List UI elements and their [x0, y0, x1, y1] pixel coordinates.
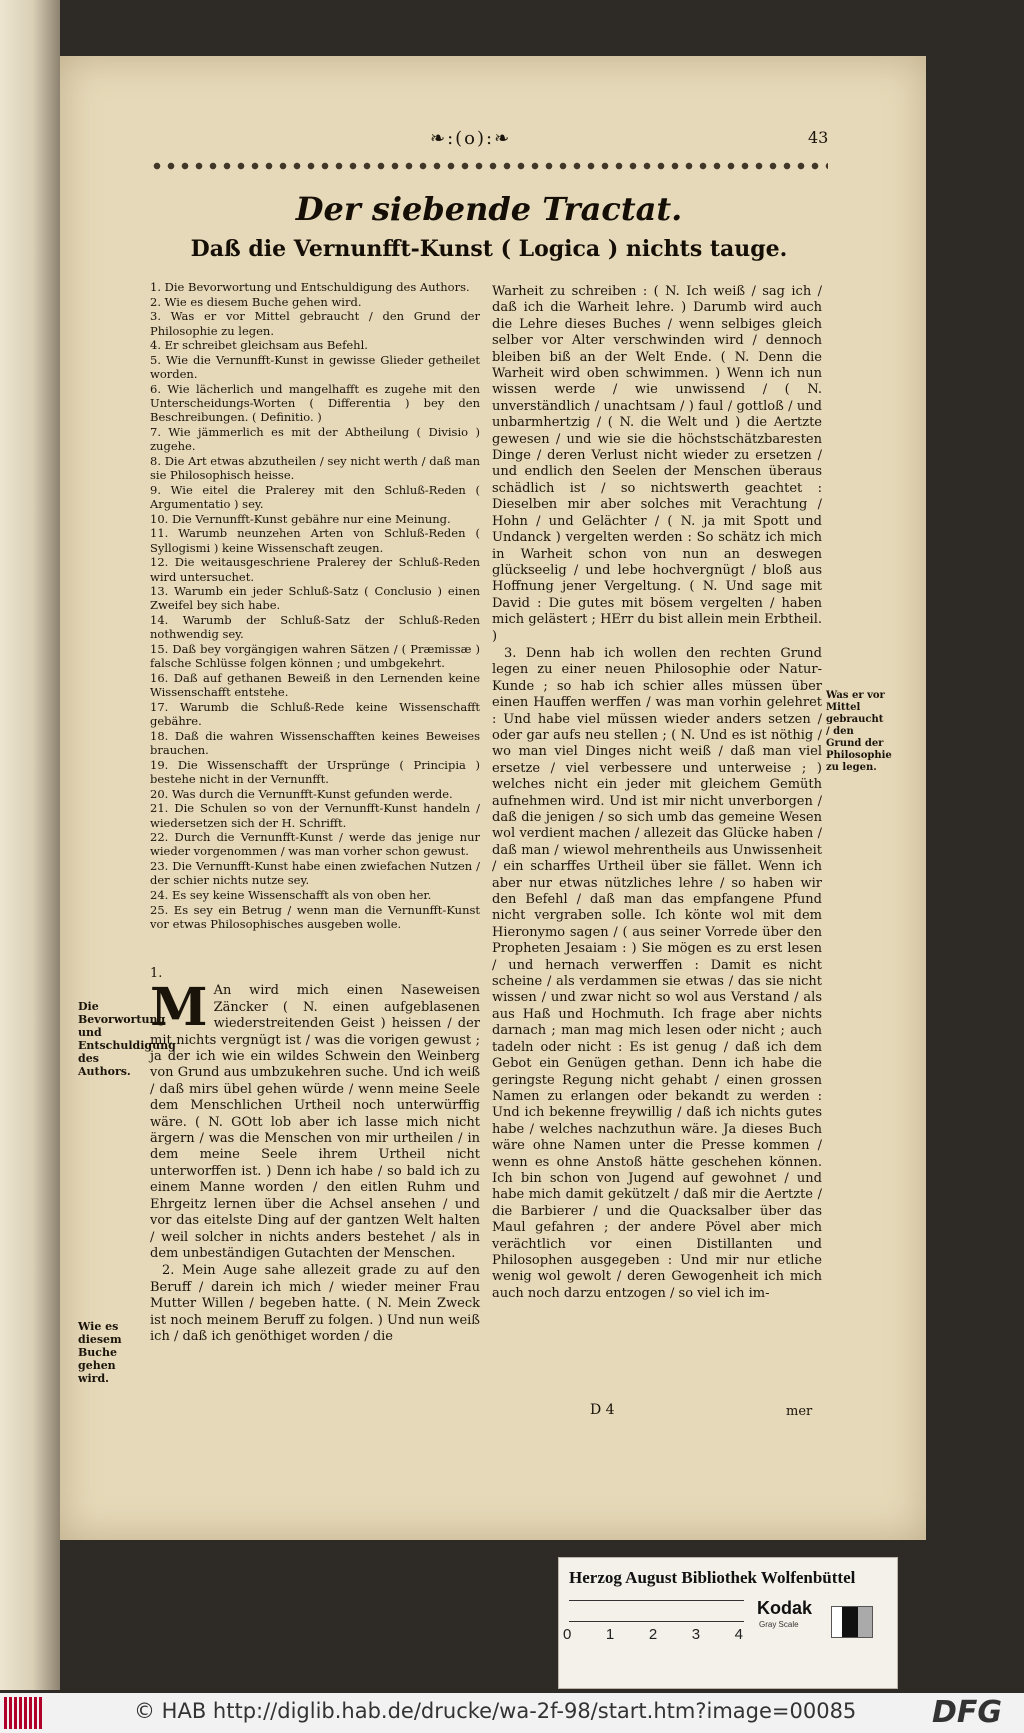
- paragraph: 3. Denn hab ich wollen den rechten Grund legen zu einer neuen Philosophie oder Natur-Kunde ; so hab ich schier alles müssen über einen Hauffen werffen / was man vorhin gelehret : Und habe viel müssen wieder anders setzen / oder gar aufs neu stellen ; ( N. Und es ist nöthig / wo man viel Dinges nicht weiß / daß man viel ersetze / viel verbessere und unterweise ; ) welches nicht ein jeder mit gleichem Gemüth aufnehmen wird. Und ist mir nicht unverborgen / daß die jenigen / so sich umb das gemeine Wesen wol verdient machen / allezeit das Glücke haben / daß man / wiewol mehrentheils aus Unwissenheit / ein scharffes Urtheil über sie fället. Wenn ich aber nur etwas nützliches lehre / so haben wir den Befehl / daß man das empfangene Pfund nicht vergraben solle. Ich könte wol mit dem Hieronymo sagen / ( aus seiner Vorrede über den Propheten Jesaiam : ) Sie mögen es zu erst lesen / und hernach verwerffen : Damit es nicht scheine / als verdammen sie etwas / das sie nicht wissen / und zwar nicht so wol aus Verstand / als aus Haß und Hochmuth. Ich frage aber nichts darnach ; man mag mich lesen oder nicht ; auch tadeln oder nicht : Es ist genug / daß ich dem Gebot ein Genügen gethan. Denn ich habe die geringste Regung nicht gehabt / einen grossen Namen zu erlangen oder bekandt zu werden : Und ich bekenne freywillig / daß ich nichts gutes habe / welches nachzuthun wäre. Ja dieses Buch wäre ohne Namen unter die Presse kommen / wenn es ohne Anstoß hätte geschehen können. Ich bin schon von Jugend auf gewohnet / und habe mich damit gekützelt / daß mir die Aertzte / die Barbierer / und die Quacksalber über das Maul gefahren ; der andere Pövel aber mich verächtlich vor einen Distillanten und Philosophen ausgegeben : Und mir nur etliche wenig wol gewolt / deren Gewogenheit ich mich auch noch darzu entzogen / so viel ich im-: [492, 645, 822, 1301]
- toc-item: 23. Die Vernunfft-Kunst habe einen zwiefachen Nutzen / der schier nichts nutze sey.: [150, 859, 480, 888]
- toc-item: 15. Daß bey vorgängigen wahren Sätzen / ( Præmissæ ) falsche Schlüsse folgen können ; und umbgekehrt.: [150, 642, 480, 671]
- left-column-body: [150, 966, 480, 1346]
- kodak-brand: Kodak: [757, 1598, 813, 1618]
- drop-cap: M: [150, 977, 208, 1039]
- toc-item: 9. Wie eitel die Pralerey mit den Schluß-Reden ( Argumentatio ) sey.: [150, 482, 480, 512]
- toc-item: 7. Wie jämmerlich es mit der Abtheilung ( Divisio ) zugehe.: [150, 425, 480, 454]
- gray-scale-label: Gray Scale: [759, 1620, 799, 1629]
- ruler-number: 3: [691, 1626, 701, 1643]
- library-color-card: [558, 1557, 898, 1689]
- toc-item: 8. Die Art etwas abzutheilen / sey nicht werth / daß man sie Philosophisch heisse.: [150, 453, 480, 483]
- paragraph: [150, 977, 480, 1262]
- catchword: mer: [786, 1404, 813, 1419]
- page-number: 43: [808, 128, 829, 147]
- signature-mark: D 4: [590, 1402, 615, 1418]
- margin-note: Die Bevorwortung und Entschuldigung des Authors.: [78, 1000, 176, 1078]
- toc-item: 22. Durch die Vernunfft-Kunst / werde das jenige nur wieder vorgenommen / was man vorher schon gewust.: [150, 830, 480, 859]
- section-number: 1.: [150, 966, 163, 981]
- ruler-number: 4: [734, 1626, 743, 1643]
- hab-logo-icon: [4, 1697, 44, 1729]
- toc-item: 19. Die Wissenschafft der Ursprünge ( Principia ) bestehe nicht in der Vernunfft.: [150, 757, 480, 786]
- toc-item: 24. Es sey keine Wissenschafft als von oben her.: [150, 888, 432, 903]
- paragraph: Warheit zu schreiben : ( N. Ich weiß / sag ich / daß ich die Warheit lehre. ) Darumb wird auch die Lehre dieses Buches / wenn selbiges gleich selber vor Alter verschwinden wird / dennoch bleiben biß an der Welt Ende. ( N. Denn die Warheit wird oben schwimmen. ) Wenn ich nun wissen werde / wie unwissend / ( N. unverständlich / unachtsam / ) faul / gottloß / und unbarmhertzig / ( N. die Welt und ) die Aertzte gewesen / und wie sie die höchstschätzbaresten Dinge / deren Verlust nicht wieder zu ersetzen / und endlich den Seelen der Menschen überaus schädlich ist / so nichtswerth geachtet : Dieselben mir aber solches mit Verachtung / Hohn / und Gelächter / ( N. ja mit Spott und Undanck ) vergelten werden : So schätz ich mich in Warheit schon von nun an deswegen glückseelig / und lebe hochvergnügt / bloß aus Hoffnung jener Vergeltung. ( N. Und sage mit David : Die gutes mit bösem vergelten / haben mich gelästert ; HErr du bist allein mein Erbtheil. ): [492, 284, 822, 644]
- ruler-number: 0: [563, 1626, 572, 1643]
- margin-note: Was er vor Mittel gebraucht / den Grund der Philosophie zu legen.: [826, 690, 892, 773]
- toc-item: 16. Daß auf gethanen Beweiß in den Lernenden keine Wissenschafft entstehe.: [150, 670, 480, 700]
- toc-item: 3. Was er vor Mittel gebraucht / den Grund der Philosophie zu legen.: [150, 309, 480, 338]
- toc-item: 4. Er schreibet gleichsam aus Befehl.: [150, 338, 368, 353]
- header-ornament: ❧:(o):❧: [430, 128, 512, 149]
- toc-item: 17. Warumb die Schluß-Rede keine Wissenschafft gebähre.: [150, 699, 480, 729]
- source-url[interactable]: © HAB http://diglib.hab.de/drucke/wa-2f-98/start.htm?image=00085: [134, 1699, 857, 1723]
- toc-item: 25. Es sey ein Betrug / wenn man die Vernunfft-Kunst vor etwas Philosophisches ausgeben wolle.: [150, 902, 480, 931]
- toc-item: 18. Daß die wahren Wissenschafften keines Beweises brauchen.: [150, 728, 480, 757]
- toc-item: 13. Warumb ein jeder Schluß-Satz ( Conclusio ) einen Zweifel bey sich habe.: [150, 584, 480, 613]
- ruler-number: 2: [648, 1626, 658, 1643]
- toc-item: 21. Die Schulen so von der Vernunfft-Kunst handeln / wiedersetzen sich der H. Schrifft.: [150, 801, 480, 830]
- page-title: Der siebende Tractat.: [295, 190, 683, 228]
- ruler-number: 1: [605, 1626, 615, 1643]
- paragraph-text: An wird mich einen Naseweisen Zäncker ( N. einen aufgeblasenen wiederstreitenden Geist ) heissen / der mit nichts vergnügt ist / was die vorigen gewust ; ja der ich wie ein wildes Schwein den Weinberg von Grund aus umbzukehren suche. Und ich weiß / daß mirs übel gehen würde / wenn meine Seele dem Menschlichen Urtheil noch unterwürffig wäre. ( N. GOtt lob aber ich lasse mich nicht ärgern / was die Menschen von mir urtheilen / in dem meine Seele ihrem Urtheil nicht unterworffen ist. ) Denn ich habe / so bald ich zu einem Manne worden / den eitlen Ruhm und Ehrgeitz lernen über die Achsel ansehen / und vor das eitelste Ding auf der gantzen Welt halten / weil solcher in nichts anders bestehet / als in dem unbeständigen Gutachten der Menschen.: [150, 983, 480, 1261]
- margin-note: Wie es diesem Buche gehen wird.: [78, 1320, 122, 1385]
- table-of-contents: [150, 280, 480, 932]
- toc-item: 11. Warumb neunzehen Arten von Schluß-Reden ( Syllogismi ) keine Wissenschaft zeugen.: [150, 526, 480, 555]
- ruler-numbers: [563, 1626, 743, 1643]
- toc-item: 10. Die Vernunfft-Kunst gebähre nur eine Meinung.: [150, 511, 451, 526]
- paragraph: 2. Mein Auge sahe allezeit grade zu auf den Beruff / darein ich mich / wieder meiner Frau Mutter Willen / begeben hatte. ( N. Mein Zweck ist noch meinem Beruff zu folgen. ) Und nun weiß ich / daß ich genöthiget worden / die: [150, 1263, 480, 1344]
- gray-scale-patch: [831, 1606, 873, 1638]
- toc-item: 6. Wie lächerlich und mangelhafft es zugehe mit den Unterscheidungs-Worten ( Differentia ) bey den Beschreibungen. ( Definitio. ): [150, 381, 480, 425]
- scale-ruler: [569, 1600, 744, 1622]
- toc-item: 14. Warumb der Schluß-Satz der Schluß-Reden nothwendig sey.: [150, 613, 480, 642]
- toc-item: 1. Die Bevorwortung und Entschuldigung des Authors.: [150, 280, 470, 294]
- decorative-border: [150, 158, 828, 174]
- toc-item: 20. Was durch die Vernunfft-Kunst gefunden werde.: [150, 786, 453, 801]
- footer-bar: [0, 1693, 1024, 1733]
- dfg-logo: DFG: [932, 1695, 1003, 1730]
- library-name: Herzog August Bibliothek Wolfenbüttel: [569, 1568, 856, 1587]
- page-subtitle: Daß die Vernunfft-Kunst ( Logica ) nichts tauge.: [190, 236, 788, 262]
- toc-item: 12. Die weitausgeschriene Pralerey der Schluß-Reden wird untersuchet.: [150, 555, 480, 584]
- toc-item: 2. Wie es diesem Buche gehen wird.: [150, 294, 362, 309]
- toc-item: 5. Wie die Vernunfft-Kunst in gewisse Glieder getheilet worden.: [150, 353, 480, 382]
- right-column-body: [492, 284, 822, 1303]
